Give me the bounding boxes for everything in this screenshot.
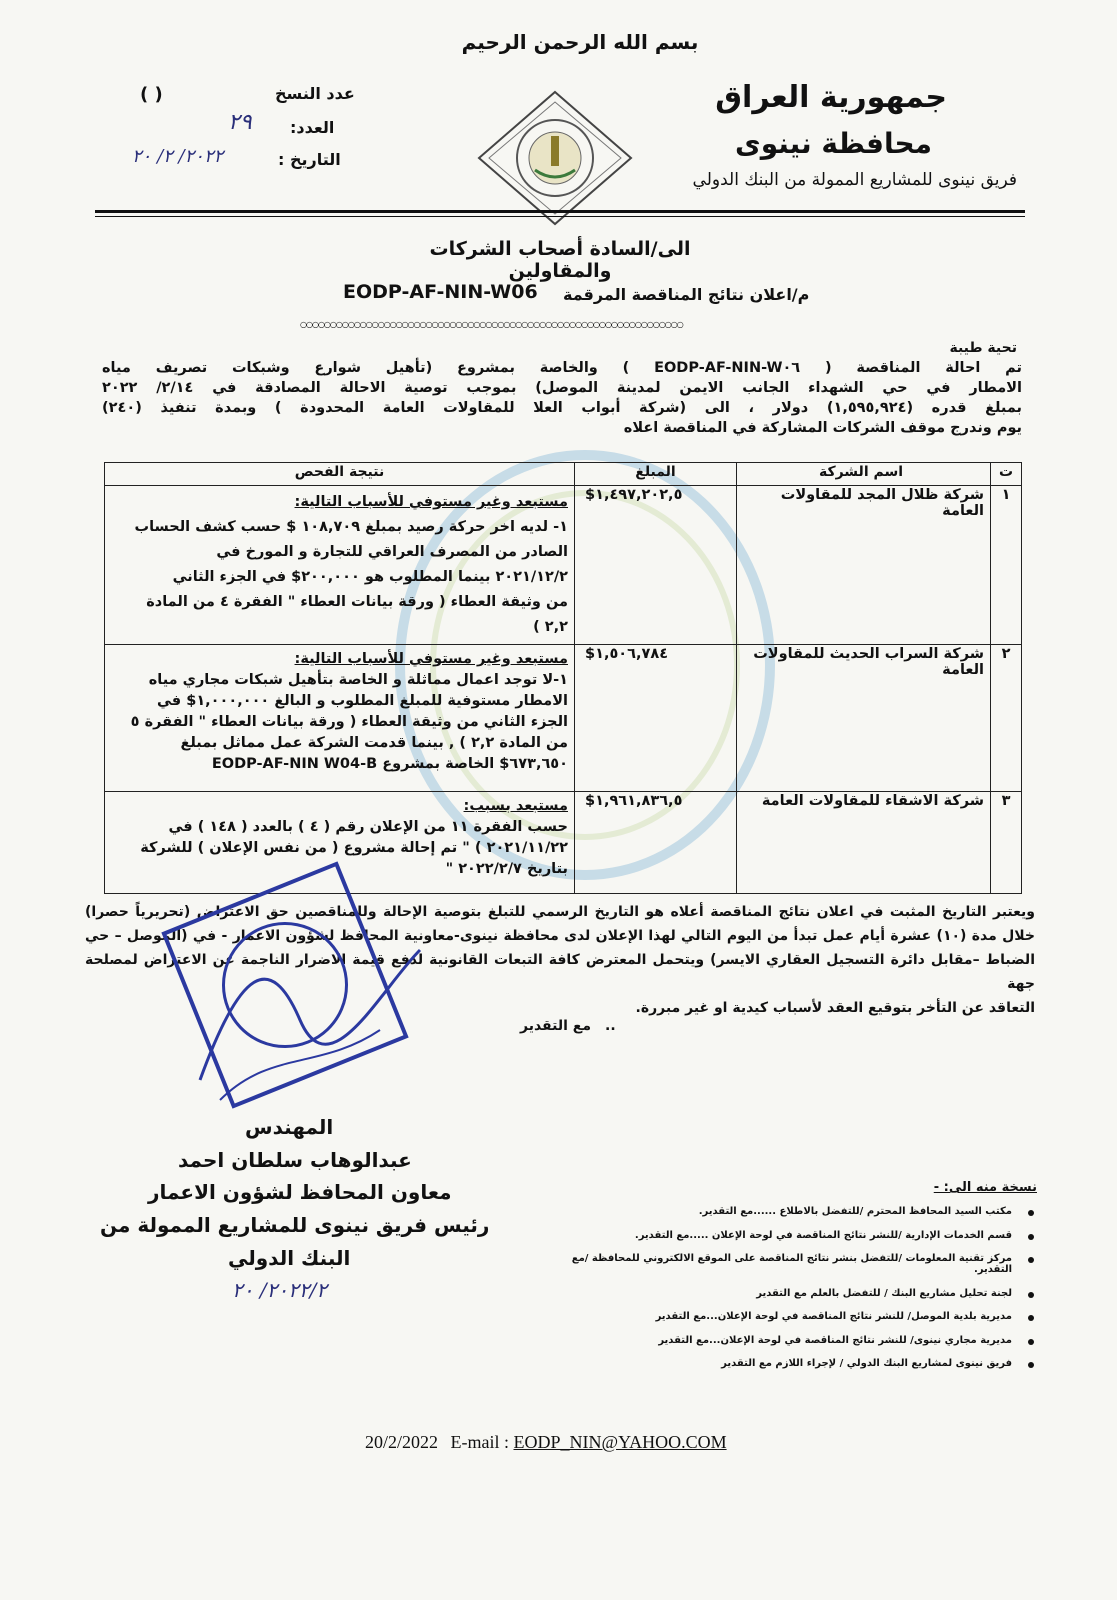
row-company: شركة الاشقاء للمقاولات العامة (737, 792, 991, 894)
result-line: من وثيقة العطاء ( ورقة بيانات العطاء " الفقرة ٤ من المادة (146, 594, 568, 610)
table-header-row (105, 463, 1022, 486)
republic: جمهورية العراق (715, 80, 947, 115)
header-rule-thin (95, 216, 1025, 217)
signature-title: المهندس (245, 1115, 334, 1139)
closing-line-1: ويعتبر التاريخ المثبت في اعلان نتائج المناقصة أعلاه هو التاريخ الرسمي للتبلغ بتوصية الإحالة وللمناقصين حق الاعتراض (تحريرياً حصرا) (85, 904, 1035, 920)
governorate-logo (475, 88, 635, 228)
result-line: ٢,٢ ) (533, 619, 568, 635)
row-result (105, 645, 575, 792)
signature-position: رئيس فريق نينوى للمشاريع الممولة من (100, 1213, 490, 1237)
row-amount: $١,٩٦١,٨٣٦,٥ (575, 792, 737, 894)
result-line: ١- لديه اخر حركة رصيد بمبلغ ١٠٨,٧٠٩ $ حسب كشف الحساب (134, 519, 568, 535)
copy-recipient: مركز تقنية المعلومات /للتفضل بنشر نتائج المناقصة على الموقع الالكتروني للمحافظة /مع التقدير. (552, 1253, 1012, 1275)
result-line: مستبعد وغير مستوفي للأسباب التالية: (294, 494, 568, 510)
regards-dots: .. (605, 1018, 616, 1034)
signature-date: ٢٠٢٢/٢/ ٢٠ (232, 1278, 328, 1302)
signature-position: البنك الدولي (228, 1246, 351, 1270)
copy-recipient: مديرية بلدية الموصل/ للنشر نتائج المناقصة في لوحة الإعلان...مع التقدير (552, 1311, 1012, 1322)
result-line: ٢٠٢١/١٢/٢ بينما المطلوب هو ٢٠٠,٠٠٠$ في الجزء الثاني (172, 569, 568, 585)
addressee: الى/السادة أصحاب الشركات والمقاولين (429, 238, 691, 282)
table-row (105, 486, 1022, 645)
table-row (105, 645, 1022, 792)
result-line: ١-لا توجد اعمال مماثلة و الخاصة بتأهيل شبكات مجاري مياه (148, 672, 568, 688)
copy-recipient: مكتب السيد المحافظ المحترم /للتفضل بالاطلاع ......مع التقدير. (552, 1206, 1012, 1217)
copies-title: نسخة منه الى: - (933, 1180, 1037, 1195)
row-amount: $١,٤٩٧,٢٠٢,٥ (575, 486, 737, 645)
team-name: فريق نينوى للمشاريع الممولة من البنك الدولي (692, 170, 1017, 190)
footer-email-label: E-mail : (450, 1432, 509, 1452)
row-number: ١ (991, 486, 1022, 645)
copy-recipient: مديرية مجاري نينوى/ للنشر نتائج المناقصة في لوحة الإعلان...مع التقدير (552, 1335, 1012, 1346)
governorate: محافظة نينوى (735, 127, 932, 160)
header-result: نتيجة الفحص (105, 463, 575, 486)
results-table (104, 462, 1022, 894)
intro-line-3: بمبلغ قدره (١,٥٩٥,٩٢٤) دولار ، الى (شركة أبواب العلا للمقاولات العامة المحدودة ) وبمدة تنفيذ (٢٤٠) (102, 400, 1022, 416)
date-value: ٢٠٢٢/ ٢/ ٢٠ (132, 146, 224, 167)
closing-line-4: التعاقد عن التأخر بتوقيع العقد لأسباب كيدية او غير مبررة. (635, 1000, 1035, 1016)
result-line: بتاريخ ٢٠٢٢/٢/٧ " (445, 861, 568, 877)
intro-line-2: الامطار في حي الشهداء الجانب الايمن لمدينة الموصل) بموجب توصية الاحالة المصادقة في ٢/١٤/ ٢٠٢٢ (102, 380, 1022, 396)
header-rule (95, 210, 1025, 213)
copies-list (552, 1206, 1042, 1382)
result-line: الجزء الثاني من وثيقة العطاء ( ورقة بيانات العطاء " الفقرة ٥ (130, 714, 568, 730)
copy-recipient: لجنة تحليل مشاريع البنك / للتفضل بالعلم مع التقدير (552, 1288, 1012, 1299)
copies-count-value: ( ) (140, 84, 163, 105)
intro-line-4: يوم وندرج موقف الشركات المشاركة في المناقصة اعلاه (623, 420, 1022, 436)
result-line: ٦٧٣,٦٥٠$ الخاصة بمشروع EODP-AF-NIN W04-B (211, 756, 568, 772)
closing-line-2: خلال مدة (١٠) عشرة أيام عمل تبدأ من اليوم التالي لهذا الإعلان لدى محافظة نينوى-معاونية المحافظ لشؤون الاعمار - في (الموصل – حي (85, 928, 1035, 944)
header-company: اسم الشركة (737, 463, 991, 486)
handwritten-signature (180, 930, 440, 1110)
row-number: ٣ (991, 792, 1022, 894)
number-value: ٢٩ (228, 110, 252, 135)
result-line: ٢٠٢١/١١/٢٢ ) " تم إحالة مشروع ( من نفس الإعلان ) للشركة (140, 840, 568, 856)
row-company: شركة ظلال المجد للمقاولات العامة (737, 486, 991, 645)
header-number: ت (991, 463, 1022, 486)
copies-count-label: عدد النسخ (275, 84, 355, 103)
footer (365, 1432, 727, 1453)
row-amount: $١,٥٠٦,٧٨٤ (575, 645, 737, 792)
subject: م/اعلان نتائج المناقصة المرقمة (563, 285, 810, 304)
result-line: مستبعد بسبب: (463, 798, 568, 814)
date-label: التاريخ : (278, 150, 341, 169)
row-result (105, 486, 575, 645)
basmala: بسم الله الرحمن الرحيم (461, 30, 699, 54)
separator-line: ○○○○○○○○○○○○○○○○○○○○○○○○○○○○○○○○○○○○○○○○○○○○○○○○○○○○○○○○○○○○○○○○ (300, 320, 683, 329)
result-line: الامطار مستوفية للمبلغ المطلوب و البالغ ١,٠٠٠,٠٠٠$ في (157, 693, 568, 709)
result-line: الصادر من المصرف العراقي للتجارة و المورخ في (216, 544, 568, 560)
intro-paragraph (102, 358, 1022, 438)
row-number: ٢ (991, 645, 1022, 792)
signature-name: عبدالوهاب سلطان احمد (178, 1148, 412, 1172)
result-line: مستبعد وغير مستوفي للأسباب التالية: (294, 651, 568, 667)
header-amount: المبلغ (575, 463, 737, 486)
footer-date: 20/2/2022 (365, 1432, 439, 1452)
copy-recipient: فريق نينوى لمشاريع البنك الدولي / لإجراء اللازم مع التقدير (552, 1358, 1012, 1369)
greeting: تحية طيبة (949, 340, 1017, 356)
regards: مع التقدير (520, 1018, 592, 1034)
table-row (105, 792, 1022, 894)
copy-recipient: قسم الخدمات الإدارية /للنشر نتائج المناقصة في لوحة الإعلان .....مع التقدير. (552, 1230, 1012, 1241)
row-company: شركة السراب الحديث للمقاولات العامة (737, 645, 991, 792)
footer-email-link[interactable]: EODP_NIN@YAHOO.COM (513, 1432, 727, 1452)
result-line: من المادة ٢,٢ ) , بينما قدمت الشركة عمل مماثل بمبلغ (180, 735, 568, 751)
closing-line-3: الضباط –مقابل دائرة التسجيل العقاري الايسر) ويتحمل المعترض كافة التبعات القانونية لدفع قيمة الاضرار الناجمة عن الاعتراض لمصلحة جهة (85, 952, 1035, 992)
result-line: حسب الفقرة ١١ من الإعلان رقم ( ٤ ) بالعدد ( ١٤٨ ) في (168, 819, 568, 835)
intro-line-1: تم احالة المناقصة ( EODP-AF-NIN-W٠٦ ) والخاصة بمشروع (تأهيل شوارع وشبكات تصريف مياه (102, 360, 1022, 376)
number-label: العدد: (290, 118, 335, 137)
signature-position: معاون المحافظ لشؤون الاعمار (148, 1180, 452, 1204)
tender-code: EODP-AF-NIN-W06 (343, 281, 538, 303)
